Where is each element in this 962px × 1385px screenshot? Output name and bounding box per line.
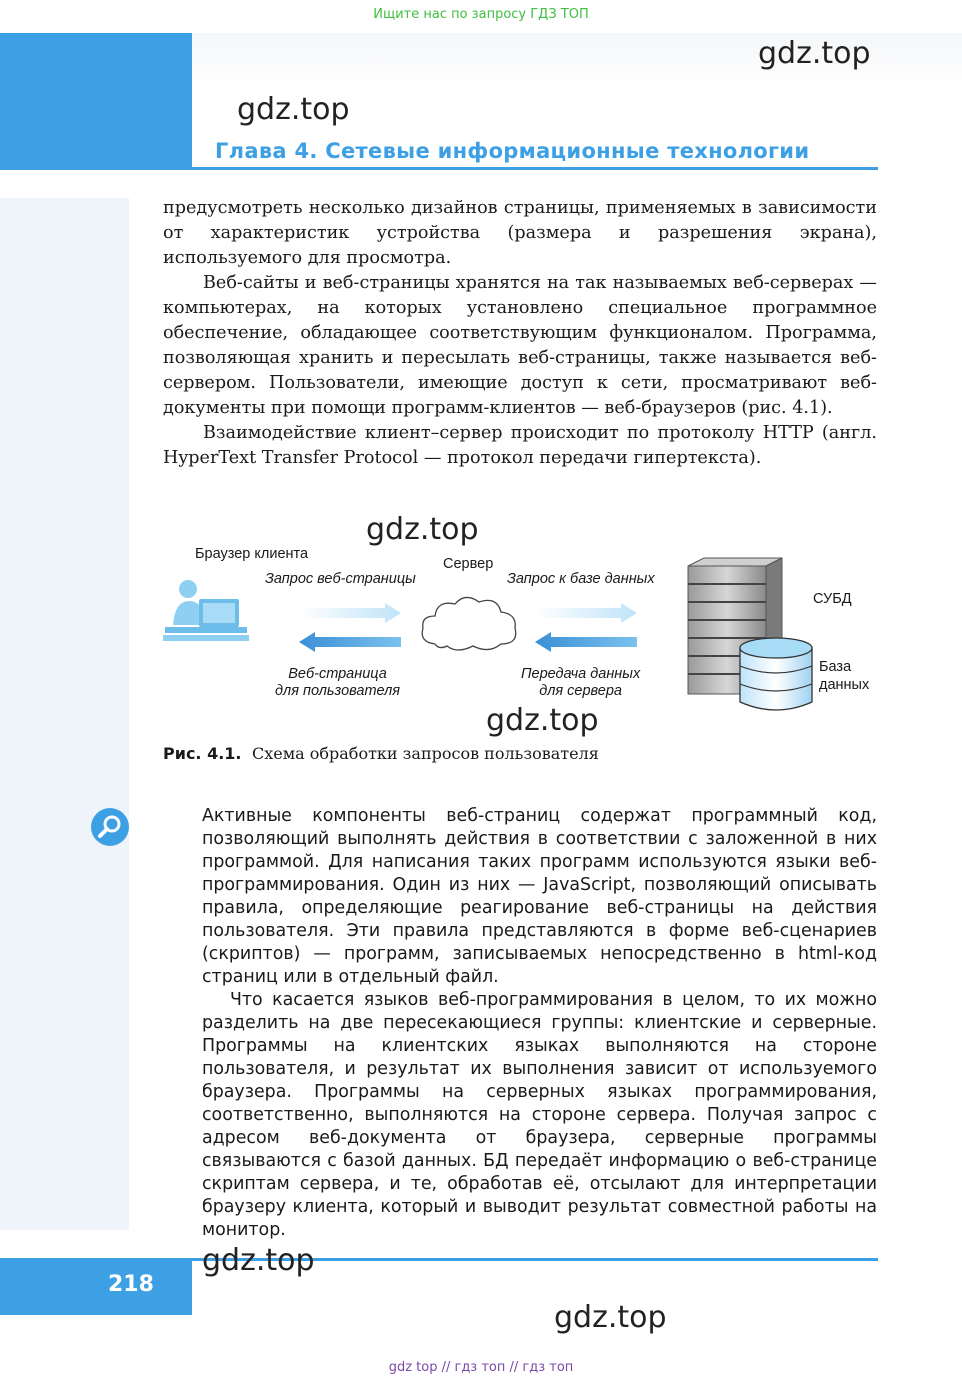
client-server-diagram [163,540,883,720]
watermark: gdz.top [758,36,871,71]
client-label: Браузер клиента [195,546,309,562]
arrow-right-icon [535,603,637,623]
dbms-label: СУБД [813,591,852,607]
paragraph: предусмотреть несколько дизайнов страницы, применяемых в зависимости от характеристик устройства (размера и разрешения экрана), используемого для просмотра. [163,198,877,268]
paragraph: Взаимодействие клиент–сервер происходит по протоколу HTTP (англ. HyperText Transfer Protocol — протокол передачи гипертекста). [163,423,877,468]
arrow-right-icon [299,603,401,623]
side-panel [0,198,129,1230]
info-paragraph: Что касается языков веб-программирования в целом, то их можно разделить на две пересекающиеся группы: клиентские и серверные. Программы на клиентских языках выполняются на стороне пользователя, и результат их выполнения зависит от используемого браузера. Программы на серверных языках программирования, соответственно, выполняются на стороне сервера. Получая запрос с адресом веб-документа от браузера, серверные программы связываются с базой данных. БД передаёт информацию о веб-странице скриптам сервера, и те, обработав её, отсылают для интерпретации браузеру клиента, который и выводит результат совместной работы на монитор. [202,990,877,1240]
page-to-user-label: Веб-страница для пользователя [275,666,401,699]
client-computer-icon [163,575,253,645]
magnifier-icon [91,808,129,846]
watermark: gdz.top [202,1243,315,1278]
footer-accent-block [0,1258,192,1315]
data-to-server-label: Передача данных для сервера [521,666,641,699]
database-icon [738,636,814,716]
bottom-banner-note: gdz top // гдз топ // гдз топ [388,1360,574,1375]
paragraph: Веб-сайты и веб-страницы хранятся на так называемых веб-серверах — компьютерах, на которых установлено специальное программное обеспечение, обладающее соответствующим функционалом. Программа, позволяющая хранить и пересылать веб-страницы, также называется веб-сервером. Пользователи, имеющие доступ к сети, просматривают веб-документы при помощи программ-клиентов — веб-браузеров (рис. 4.1). [163,273,877,418]
request-page-label: Запрос веб-страницы [265,571,416,587]
main-text-block [163,196,877,471]
figure-number: Рис. 4.1. [163,744,242,763]
watermark: gdz.top [554,1300,667,1335]
watermark: gdz.top [237,92,350,127]
figure-caption [163,744,599,764]
header-rule [192,167,878,170]
figure-caption-text: Схема обработки запросов пользователя [251,744,599,763]
watermark: gdz.top [486,703,599,738]
cloud-icon [417,592,521,654]
chapter-title: Глава 4. Сетевые информационные технологии [215,139,810,163]
watermark: gdz.top [366,512,479,547]
database-label: База данных [819,659,870,693]
server-label: Сервер [443,556,494,572]
arrow-left-icon [535,632,637,652]
top-banner-note: Ищите нас по запросу ГДЗ ТОП [373,7,589,22]
info-paragraph: Активные компоненты веб-страниц содержат программный код, позволяющий выполнять действия в соответствии с заложенной в них программой. Для написания таких программ используются языки веб-программирования. Один из них — JavaScript, позволяющий описывать правила, определяющие реагирование веб-страницы на действия пользователя. Эти правила представляются в форме веб-сценариев (скриптов) — программ, записываемых непосредственно в html-код страниц или в отдельный файл. [202,806,877,987]
header-accent-block [0,33,192,170]
page-number: 218 [108,1272,154,1297]
info-text-block [202,805,877,1242]
arrow-left-icon [299,632,401,652]
request-db-label: Запрос к базе данных [507,571,655,587]
